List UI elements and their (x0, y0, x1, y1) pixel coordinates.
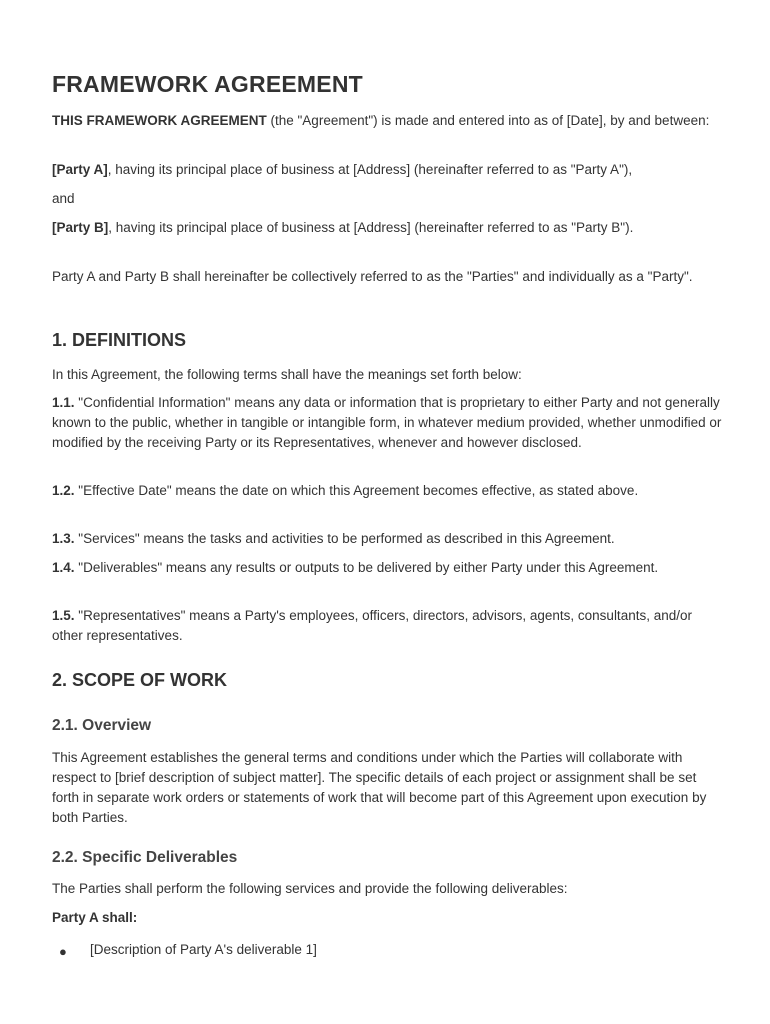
document-title: FRAMEWORK AGREEMENT (52, 71, 363, 97)
party-a-name: [Party A] (52, 162, 108, 177)
definition-number: 1.2. (52, 483, 75, 498)
definition-number: 1.3. (52, 531, 75, 546)
definition-number: 1.5. (52, 608, 75, 623)
definition-item (52, 558, 722, 578)
definition-text: "Services" means the tasks and activities to be performed as described in this Agreement. (74, 531, 615, 546)
definitions-heading: 1. DEFINITIONS (52, 330, 187, 350)
definition-text: "Confidential Information" means any data or information that is proprietary to either Party and not generally known to the public, whether in tangible or intangible form, in whatever medium provided, whether unmodified or modified by the receiving Party or its Representatives, whenever and however disclosed. (52, 395, 722, 450)
definition-text: "Effective Date" means the date on which this Agreement becomes effective, as stated above. (74, 483, 639, 498)
party-b-text: , having its principal place of business at [Address] (hereinafter referred to as "Party B"). (108, 220, 634, 235)
definition-item (52, 481, 722, 501)
definition-text: "Representatives" means a Party's employees, officers, directors, advisors, agents, consultants, and/or other representatives. (52, 608, 692, 643)
party-a-label: Party A shall: (52, 910, 138, 925)
bullet-icon: ● (59, 944, 67, 959)
definition-item (52, 606, 722, 646)
overview-heading: 2.1. Overview (52, 717, 152, 734)
and-paragraph: and (52, 191, 75, 206)
party-a-paragraph (52, 160, 722, 180)
intro-paragraph (52, 111, 722, 131)
definitions-intro: In this Agreement, the following terms shall have the meanings set forth below: (52, 367, 522, 382)
definition-number: 1.4. (52, 560, 75, 575)
definition-text: "Deliverables" means any results or outputs to be delivered by either Party under this Agreement. (74, 560, 659, 575)
deliverables-intro: The Parties shall perform the following services and provide the following deliverables: (52, 881, 568, 896)
deliverables-heading: 2.2. Specific Deliverables (52, 849, 238, 866)
parties-paragraph: Party A and Party B shall hereinafter be collectively referred to as the "Parties" and individually as a "Party". (52, 269, 693, 284)
party-b-paragraph (52, 218, 722, 238)
definition-item (52, 529, 722, 549)
definition-number: 1.1. (52, 395, 75, 410)
list-item: [Description of Party A's deliverable 1] (90, 942, 317, 957)
scope-heading: 2. SCOPE OF WORK (52, 670, 228, 690)
definition-item (52, 393, 722, 453)
party-b-name: [Party B] (52, 220, 109, 235)
overview-paragraph: This Agreement establishes the general terms and conditions under which the Parties will collaborate with respect to [brief description of subject matter]. The specific details of each project or assignment shall be set forth in separate work orders or statements of work that will become part of this Agreement upon execution by both Parties. (52, 750, 707, 825)
party-a-text: , having its principal place of business at [Address] (hereinafter referred to as "Party A"), (107, 162, 633, 177)
intro-lead: THIS FRAMEWORK AGREEMENT (52, 113, 267, 128)
intro-text: (the "Agreement") is made and entered into as of [Date], by and between: (266, 113, 710, 128)
